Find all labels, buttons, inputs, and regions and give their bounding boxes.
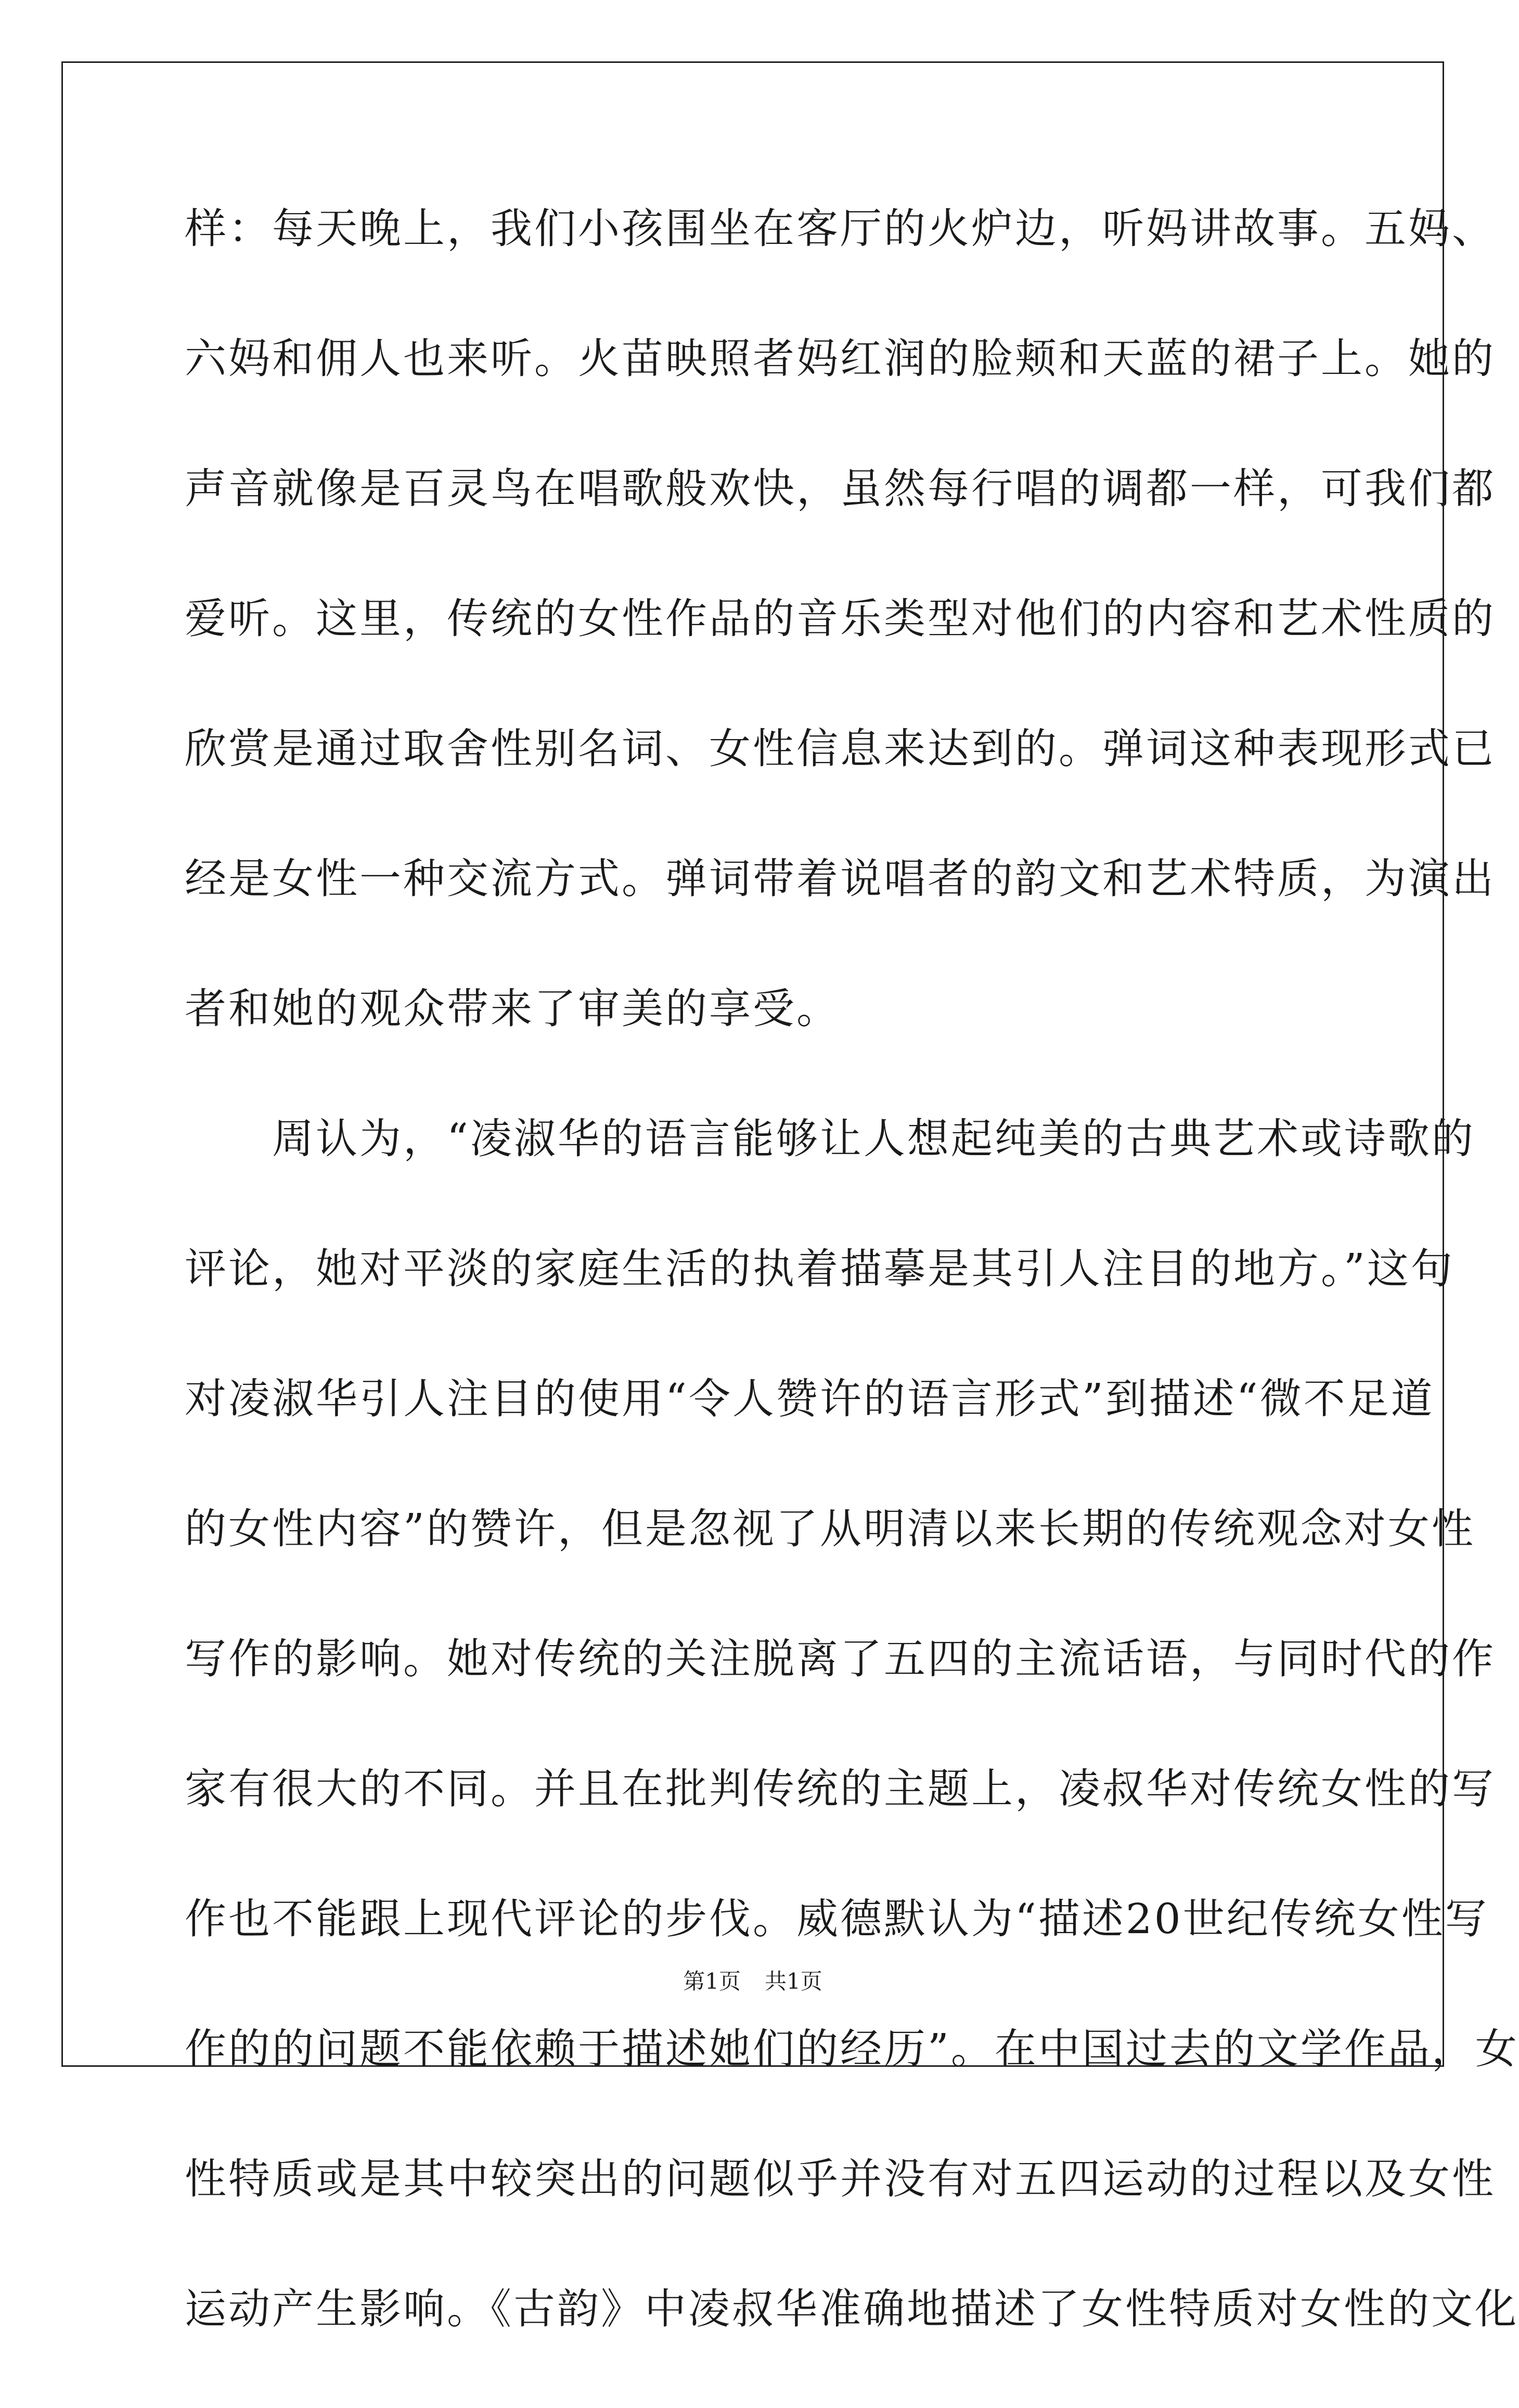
document-body — [185, 198, 1519, 2408]
text-line: 样：每天晚上，我们小孩围坐在客厅的火炉边，听妈讲故事。五妈、 — [185, 204, 1496, 253]
text-line: 六妈和佣人也来听。火苗映照者妈红润的脸颊和天蓝的裙子上。她的 — [185, 334, 1496, 383]
text-line: 声音就像是百灵鸟在唱歌般欢快，虽然每行唱的调都一样，可我们都 — [185, 464, 1496, 513]
text-line: 家有很大的不同。并且在批判传统的主题上，凌叔华对传统女性的写 — [185, 1765, 1496, 1813]
text-line: 运动产生影响。《古韵》中凌叔华准确地描述了女性特质对女性的文化 — [185, 2285, 1518, 2333]
text-line: 爱听。这里，传统的女性作品的音乐类型对他们的内容和艺术性质的 — [185, 594, 1496, 643]
text-line: 作也不能跟上现代评论的步伐。威德默认为“描述20世纪传统女性写 — [185, 1895, 1489, 1943]
page-number: 第1页 — [683, 1969, 741, 1994]
text-line: 性特质或是其中较突出的问题似乎并没有对五四运动的过程以及女性 — [185, 2155, 1496, 2203]
page-total: 共1页 — [765, 1969, 822, 1994]
text-line: 欣赏是通过取舍性别名词、女性信息来达到的。弹词这种表现形式已 — [185, 724, 1496, 773]
text-line: 者和她的观众带来了审美的享受。 — [185, 985, 840, 1033]
text-line: 的女性内容”的赞许，但是忽视了从明清以来长期的传统观念对女性 — [185, 1505, 1475, 1553]
text-line: 周认为，“凌淑华的语言能够让人想起纯美的古典艺术或诗歌的 — [185, 1115, 1475, 1163]
text-line: 写作的影响。她对传统的关注脱离了五四的主流话语，与同时代的作 — [185, 1635, 1496, 1683]
page-footer — [0, 1966, 1505, 1997]
text-line: 对凌淑华引人注目的使用“令人赞许的语言形式”到描述“微不足道 — [185, 1375, 1435, 1423]
text-line: 经是女性一种交流方式。弹词带着说唱者的韵文和艺术特质，为演出 — [185, 855, 1496, 903]
text-line: 作的的问题不能依赖于描述她们的经历”。在中国过去的文学作品，女 — [185, 2025, 1519, 2073]
text-line: 评论，她对平淡的家庭生活的执着描摹是其引人注目的地方。”这句 — [185, 1245, 1454, 1293]
